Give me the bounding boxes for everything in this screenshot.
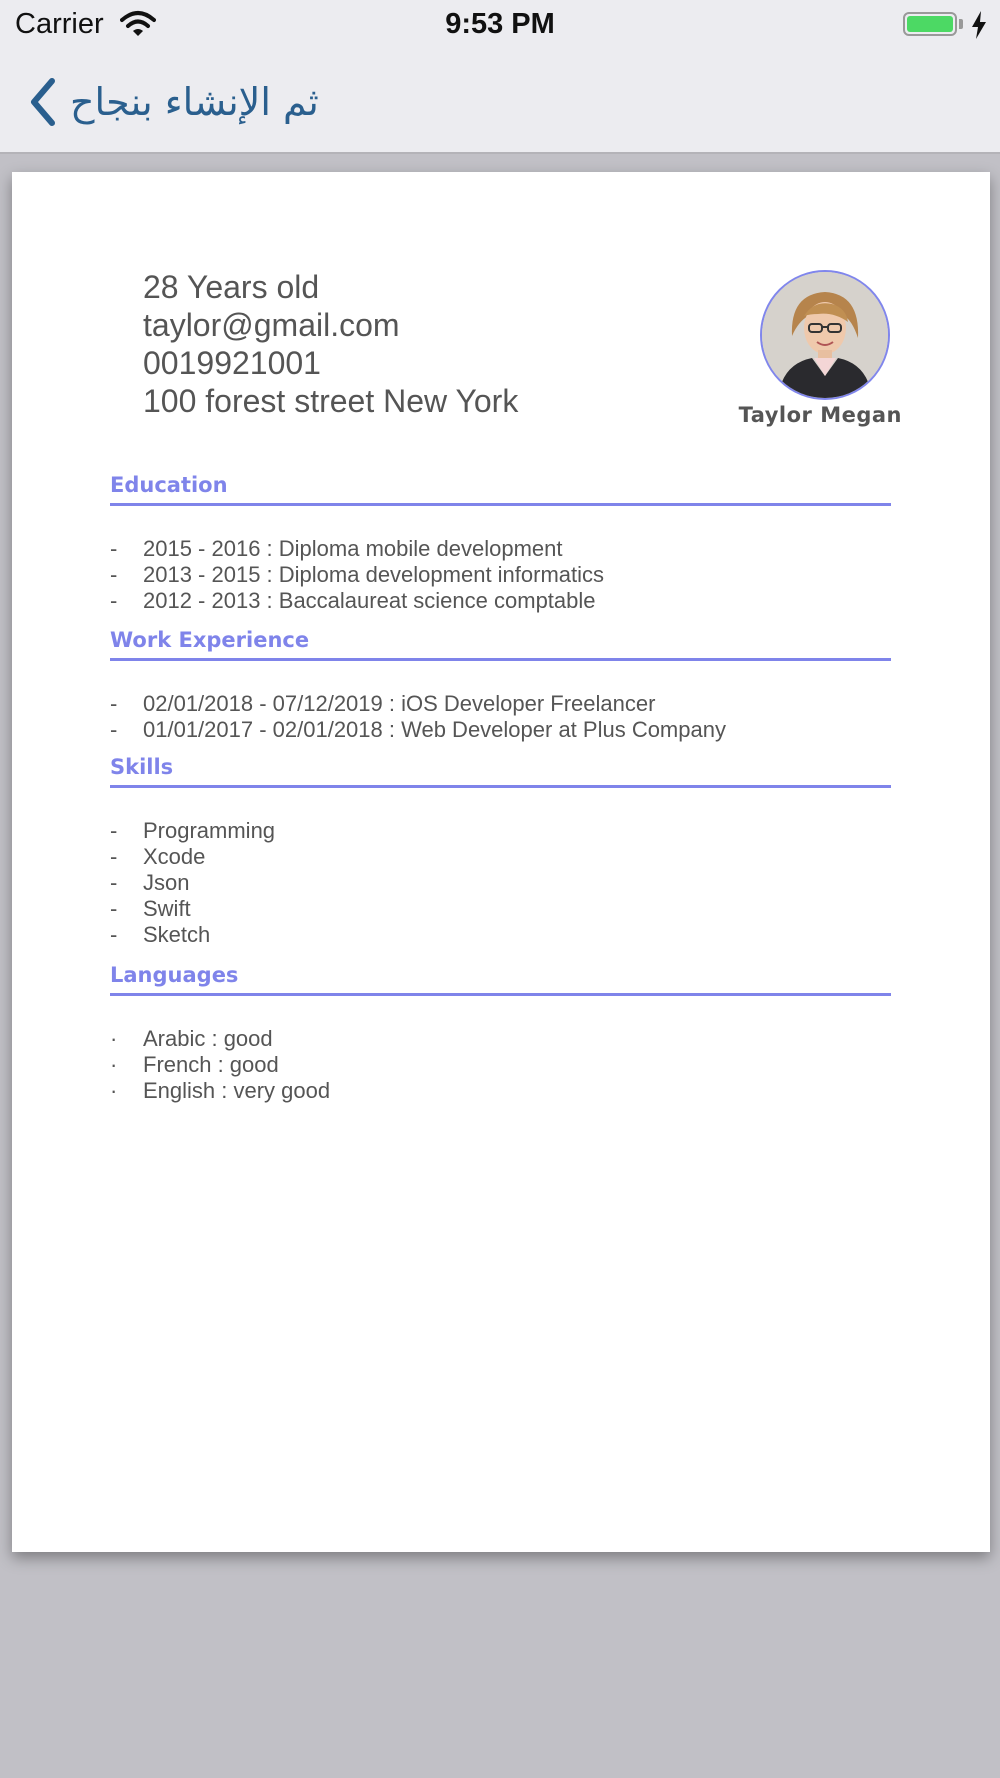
phone: 0019921001 (143, 345, 321, 381)
list-item: - 2012 - 2013 : Baccalaureat science comptable (110, 588, 596, 613)
section-title: Education (110, 473, 228, 497)
avatar (760, 270, 890, 400)
work-experience-section (110, 626, 891, 743)
age: 28 Years old (143, 269, 320, 305)
list-item: - 01/01/2017 - 02/01/2018 : Web Developer at Plus Company (110, 717, 726, 742)
clock: 9:53 PM (445, 8, 555, 40)
section-divider (110, 503, 891, 506)
section-title: Languages (110, 963, 239, 987)
list-item: - Xcode (110, 844, 206, 869)
profile-photo-icon (762, 272, 888, 398)
email: taylor@gmail.com (143, 307, 400, 343)
battery-tip (959, 19, 963, 29)
list-item: - Programming (110, 818, 276, 843)
navigation-bar (0, 50, 1000, 154)
contact-info (143, 268, 518, 420)
section-divider (110, 993, 891, 996)
list-item: - Swift (110, 896, 191, 921)
section-title: Work Experience (110, 628, 310, 652)
list-item: · Arabic : good (110, 1026, 273, 1051)
back-button[interactable] (28, 72, 319, 132)
back-title: ثم الإنشاء بنجاح (70, 80, 319, 124)
list-item: - 2013 - 2015 : Diploma development informatics (110, 562, 605, 587)
section-divider (110, 785, 891, 788)
battery-icon (903, 12, 957, 36)
skills-section (110, 753, 891, 948)
list-item: - Sketch (110, 922, 211, 947)
lightning-bolt-icon (970, 11, 988, 39)
languages-section (110, 961, 891, 1104)
wifi-icon (120, 10, 156, 38)
chevron-left-icon (28, 77, 58, 127)
section-title: Skills (110, 755, 174, 779)
resume-document (12, 172, 990, 1552)
status-bar (0, 0, 1000, 50)
list-item: - Json (110, 870, 190, 895)
section-divider (110, 658, 891, 661)
list-item: - 2015 - 2016 : Diploma mobile development (110, 536, 563, 561)
address: 100 forest street New York (143, 383, 519, 419)
person-name: Taylor Megan (738, 403, 902, 427)
list-item: · English : very good (110, 1078, 331, 1103)
list-item: - 02/01/2018 - 07/12/2019 : iOS Developer Freelancer (110, 691, 656, 716)
carrier-label: Carrier (15, 8, 104, 40)
education-section (110, 471, 891, 614)
list-item: · French : good (110, 1052, 279, 1077)
